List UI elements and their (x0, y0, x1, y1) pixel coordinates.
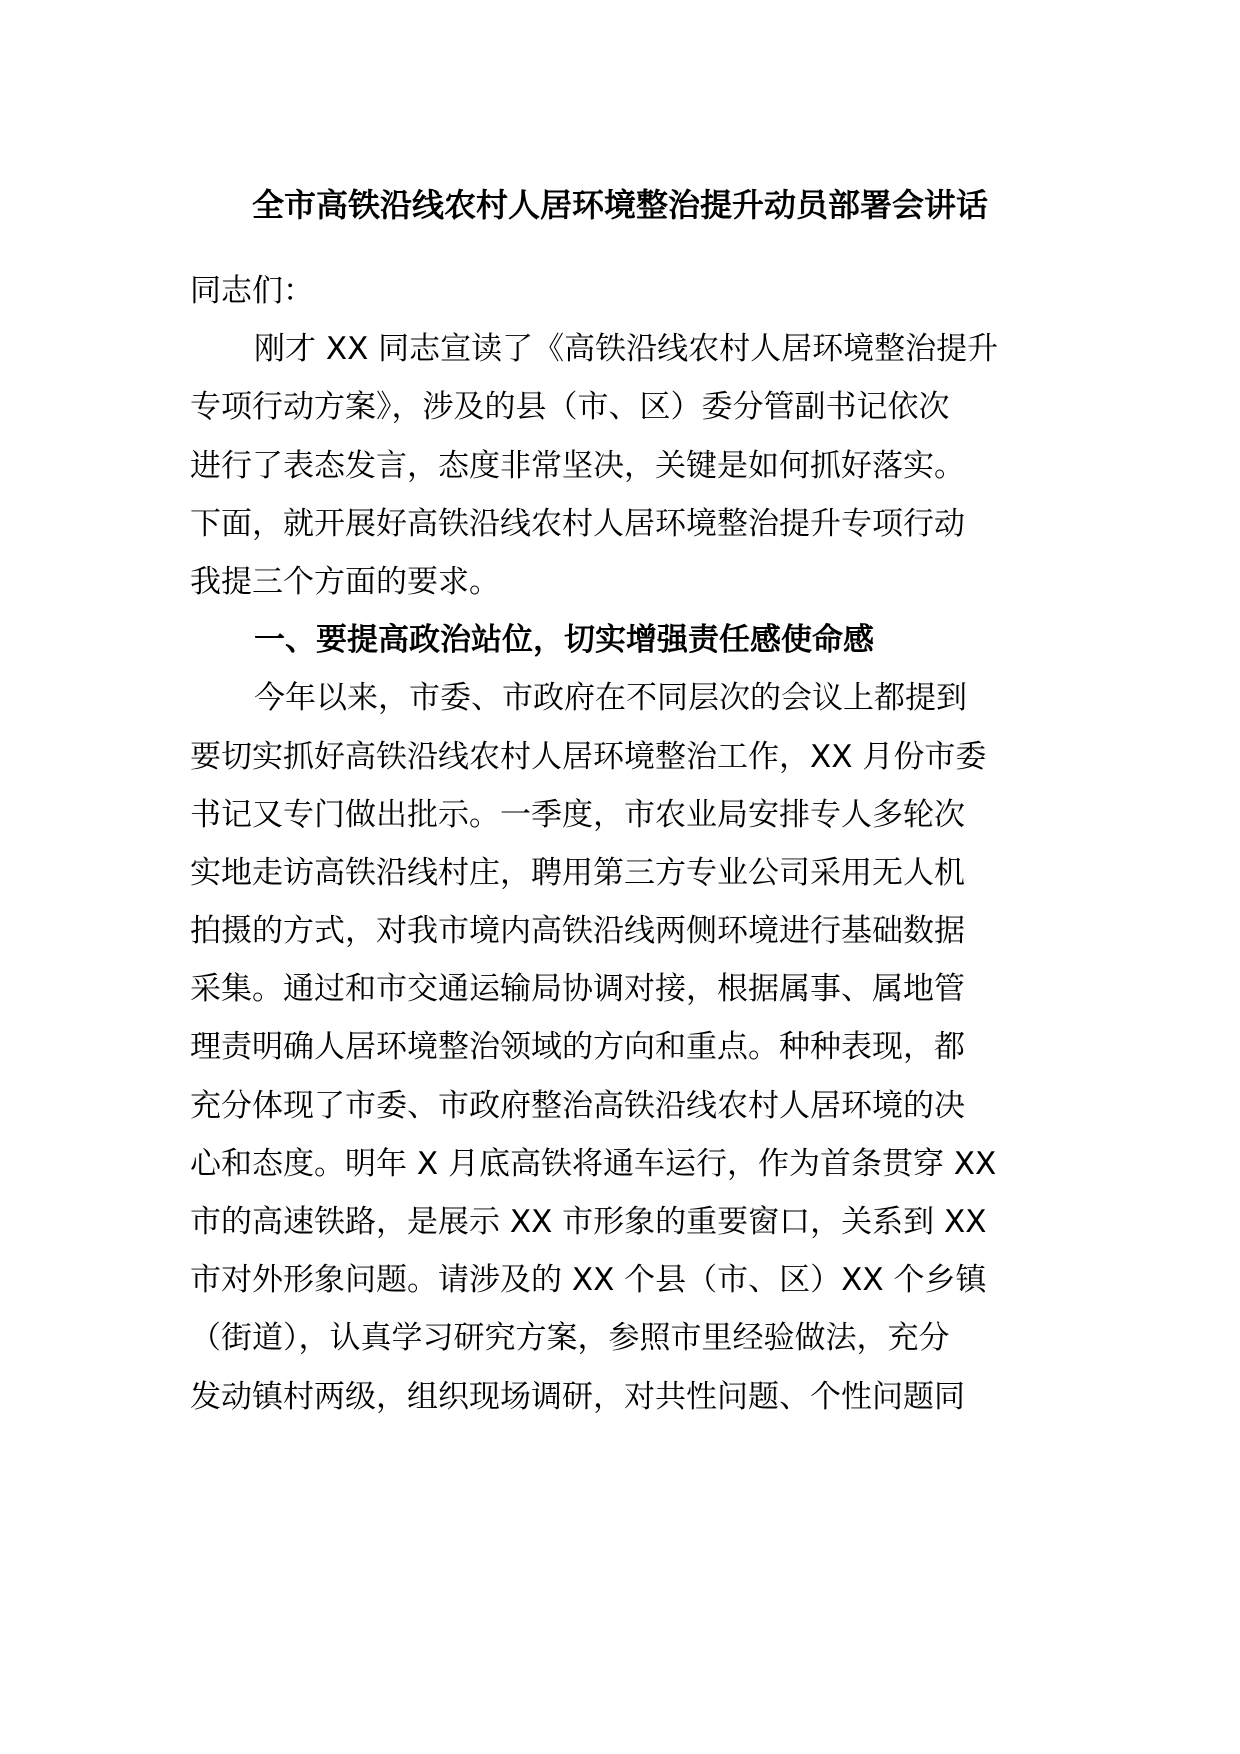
greeting: 同志们： (190, 273, 314, 309)
paragraph-line: 今年以来，市委、市政府在不同层次的会议上都提到 (254, 680, 967, 717)
paragraph-line: 我提三个方面的要求。 (190, 563, 500, 600)
paragraph-line: 专项行动方案》，涉及的县（市、区）委分管副书记依次 (190, 389, 950, 426)
paragraph-line: 实地走访高铁沿线村庄，聘用第三方专业公司采用无人机 (190, 854, 965, 891)
paragraph-line: 刚才 XX 同志宣读了《高铁沿线农村人居环境整治提升 (254, 331, 999, 368)
paragraph-line: 下面，就开展好高铁沿线农村人居环境整治提升专项行动 (190, 505, 965, 542)
paragraph-line: 进行了表态发言，态度非常坚决，关键是如何抓好落实。 (190, 447, 965, 484)
section-heading: 一、要提高政治站位，切实增强责任感使命感 (254, 622, 874, 659)
document-body (190, 262, 1060, 1426)
paragraph-line: 充分体现了市委、市政府整治高铁沿线农村人居环境的决 (190, 1087, 965, 1124)
document-title: 全市高铁沿线农村人居环境整治提升动员部署会讲话 (251, 186, 988, 224)
paragraph-line: 心和态度。明年 X 月底高铁将通车运行，作为首条贯穿 XX (190, 1145, 997, 1182)
paragraph-line: 采集。通过和市交通运输局协调对接，根据属事、属地管 (190, 971, 965, 1008)
paragraph-line: 拍摄的方式，对我市境内高铁沿线两侧环境进行基础数据 (190, 913, 965, 950)
paragraph-line: （街道），认真学习研究方案，参照市里经验做法，充分 (190, 1320, 950, 1357)
paragraph-line: 发动镇村两级，组织现场调研，对共性问题、个性问题同 (190, 1378, 965, 1415)
paragraph-line: 书记又专门做出批示。一季度，市农业局安排专人多轮次 (190, 796, 965, 833)
paragraph-line: 要切实抓好高铁沿线农村人居环境整治工作，XX 月份市委 (190, 738, 987, 775)
paragraph-line: 市的高速铁路，是展示 XX 市形象的重要窗口，关系到 XX (190, 1204, 987, 1240)
paragraph-line: 理责明确人居环境整治领域的方向和重点。种种表现，都 (190, 1029, 965, 1066)
paragraph-line: 市对外形象问题。请涉及的 XX 个县（市、区）XX 个乡镇 (190, 1262, 987, 1299)
